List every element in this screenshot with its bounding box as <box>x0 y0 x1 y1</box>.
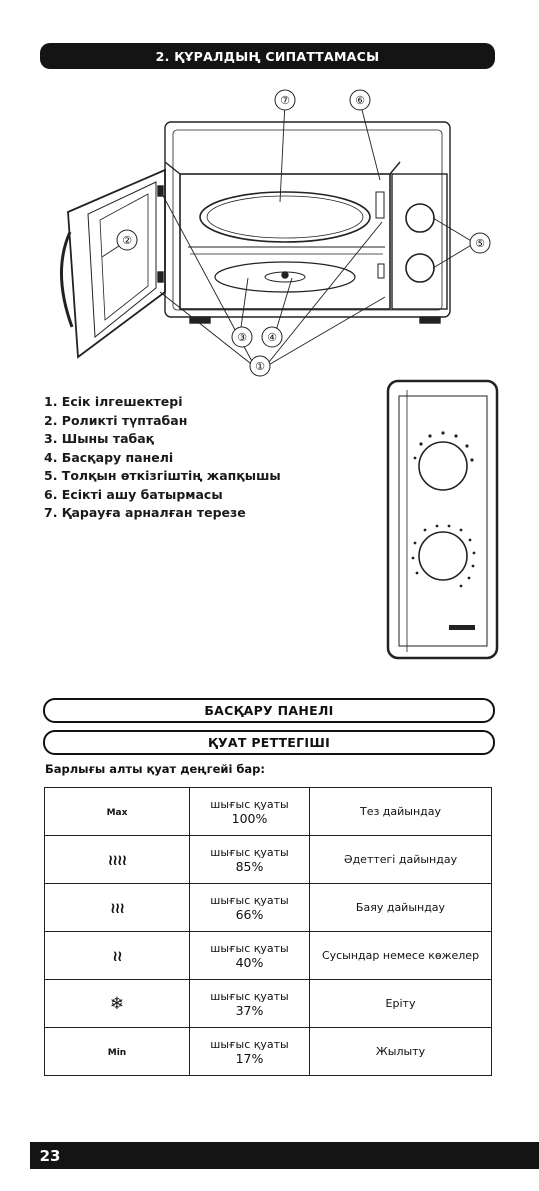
callout-3: ③ <box>237 331 247 344</box>
power-output-value: 85% <box>235 858 264 874</box>
table-row <box>45 1028 492 1076</box>
glass-tray <box>200 192 370 242</box>
power-level-label: Min <box>107 1048 127 1058</box>
brand-logo <box>449 625 475 630</box>
power-output-label: шығыс қуаты <box>210 1037 289 1051</box>
power-output-label: шығыс қуаты <box>210 797 289 811</box>
power-output-value: 17% <box>235 1050 264 1066</box>
timer-dial-icon <box>419 442 467 490</box>
power-symbol-cell <box>45 788 190 836</box>
list-item: 2. Роликті түптабан <box>44 412 188 428</box>
callout-6: ⑥ <box>355 94 365 107</box>
control-panel-illustration <box>385 378 500 661</box>
power-waves-icon: ≀≀ <box>112 946 122 965</box>
table-row <box>45 980 492 1028</box>
power-output-value: 37% <box>235 1002 264 1018</box>
power-dial-icon <box>419 532 467 580</box>
power-output-label: шығыс қуаты <box>210 989 289 1003</box>
section-heading-power-regulator <box>43 730 495 755</box>
power-output-cell <box>190 884 310 932</box>
power-output-cell <box>190 1028 310 1076</box>
list-item: 1. Есік ілгешектері <box>44 394 183 409</box>
section-heading-text: ҚУАТ РЕТТЕГІШІ <box>207 735 331 750</box>
power-knob <box>406 254 434 282</box>
list-item: 5. Толқын өткізгіштің жапқышы <box>44 468 281 483</box>
list-item: 3. Шыны табақ <box>44 431 155 446</box>
power-output-value: 66% <box>235 906 264 922</box>
microwave-diagram <box>40 82 500 382</box>
power-use-cell: Сусындар немесе көжелер <box>310 932 492 980</box>
section-heading-text: БАСҚАРУ ПАНЕЛІ <box>204 703 334 718</box>
callout-2: ② <box>122 234 132 247</box>
table-row <box>45 932 492 980</box>
table-row <box>45 836 492 884</box>
power-symbol-cell <box>45 884 190 932</box>
microwave-door <box>68 170 165 357</box>
section-title-bar <box>40 43 495 69</box>
power-symbol-cell <box>45 836 190 884</box>
table-row <box>45 788 492 836</box>
page-number: 23 <box>30 1142 70 1169</box>
section-heading-control-panel <box>43 698 495 723</box>
power-waves-icon: ≀≀≀ <box>110 898 124 917</box>
list-item: 7. Қарауға арналған терезе <box>44 505 246 520</box>
callout-4: ④ <box>267 331 277 344</box>
power-levels-note: Барлығы алты қуат деңгейі бар: <box>45 762 266 776</box>
power-symbol-cell <box>45 1028 190 1076</box>
timer-knob <box>406 204 434 232</box>
power-output-value: 100% <box>231 810 268 826</box>
defrost-icon: ❄ <box>109 993 125 1014</box>
power-use-cell: Баяу дайындау <box>310 884 492 932</box>
list-item: 4. Басқару панелі <box>44 449 174 465</box>
power-output-cell <box>190 788 310 836</box>
power-output-cell <box>190 980 310 1028</box>
control-panel-area <box>392 174 447 309</box>
callout-5: ⑤ <box>475 237 485 250</box>
power-use-cell: Әдеттегі дайындау <box>310 836 492 884</box>
callout-1: ① <box>255 360 265 373</box>
callout-7: ⑦ <box>280 94 290 107</box>
power-output-label: шығыс қуаты <box>210 893 289 907</box>
power-use-cell: Тез дайындау <box>310 788 492 836</box>
parts-list <box>44 393 364 523</box>
power-use-cell: Еріту <box>310 980 492 1028</box>
power-waves-icon: ≀≀≀≀ <box>107 850 127 869</box>
power-level-label: Max <box>106 808 128 818</box>
table-row <box>45 884 492 932</box>
list-item: 6. Есікті ашу батырмасы <box>44 486 223 502</box>
power-output-cell <box>190 836 310 884</box>
power-symbol-cell <box>45 932 190 980</box>
power-output-value: 40% <box>235 954 264 970</box>
power-levels-table <box>44 787 492 1076</box>
power-use-cell: Жылыту <box>310 1028 492 1076</box>
power-output-label: шығыс қуаты <box>210 941 289 955</box>
footer-bar <box>30 1142 539 1169</box>
power-output-cell <box>190 932 310 980</box>
power-output-label: шығыс қуаты <box>210 845 289 859</box>
power-symbol-cell <box>45 980 190 1028</box>
section-title: 2. ҚҰРАЛДЫҢ СИПАТТАМАСЫ <box>155 48 380 64</box>
